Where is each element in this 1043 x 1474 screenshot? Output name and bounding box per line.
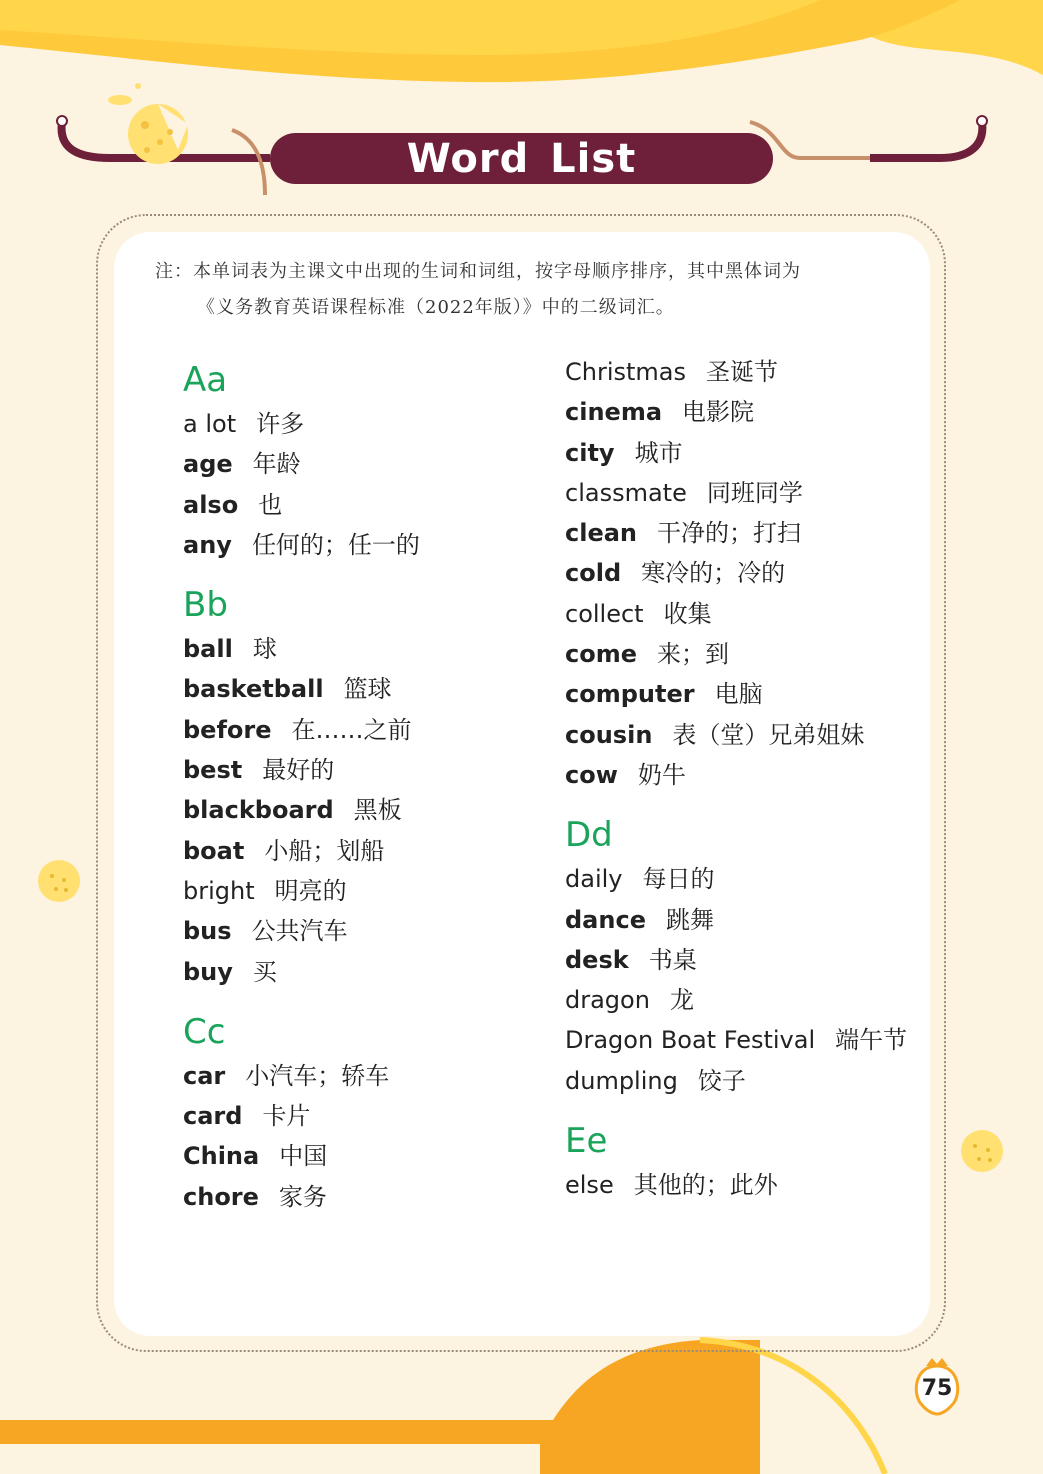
- chinese-meaning: 最好的: [262, 756, 335, 785]
- chinese-meaning: 篮球: [343, 675, 392, 704]
- title-banner: [270, 133, 773, 184]
- english-word: chore: [183, 1182, 259, 1211]
- chinese-meaning: 球: [252, 635, 277, 664]
- english-word: computer: [565, 680, 695, 709]
- english-word: buy: [183, 957, 233, 986]
- english-word: boat: [183, 836, 245, 865]
- note-line-1: 注：本单词表为主课文中出现的生词和词组，按字母顺序排序，其中黑体词为: [155, 261, 801, 282]
- word-entry: [565, 433, 925, 473]
- chinese-meaning: 同班同学: [706, 478, 803, 507]
- chinese-meaning: 年龄: [252, 450, 301, 479]
- english-word: city: [565, 438, 615, 467]
- english-word: Dragon Boat Festival: [565, 1026, 816, 1055]
- chinese-meaning: 跳舞: [665, 905, 714, 934]
- word-entry: [183, 1056, 543, 1096]
- chinese-meaning: 来；到: [657, 640, 729, 669]
- section-letter: Cc: [183, 1011, 226, 1052]
- chinese-meaning: 卡片: [262, 1102, 311, 1131]
- word-entry: [565, 859, 925, 899]
- chinese-meaning: 每日的: [642, 865, 715, 894]
- word-entry: [183, 444, 543, 484]
- word-entry: [183, 911, 543, 951]
- english-word: daily: [565, 865, 623, 894]
- cracker-left-icon: [38, 860, 80, 902]
- chinese-meaning: 饺子: [697, 1066, 746, 1095]
- page-number: 75: [921, 1375, 953, 1401]
- chinese-meaning: 其他的；此外: [633, 1171, 778, 1200]
- word-entry: [565, 473, 925, 513]
- section-letter: Bb: [183, 585, 228, 626]
- english-word: also: [183, 490, 239, 519]
- chinese-meaning: 也: [258, 490, 283, 519]
- english-word: ball: [183, 635, 233, 664]
- chinese-meaning: 在……之前: [291, 715, 412, 744]
- chinese-meaning: 许多: [256, 410, 305, 438]
- word-entry: [565, 715, 925, 755]
- english-word: cow: [565, 760, 618, 789]
- word-entry: [565, 755, 925, 795]
- english-word: age: [183, 450, 233, 479]
- chinese-meaning: 收集: [663, 599, 712, 628]
- cracker-right-icon: [961, 1130, 1003, 1172]
- word-entry: [183, 710, 543, 750]
- word-entry: [565, 1061, 925, 1101]
- chinese-meaning: 黑板: [353, 796, 402, 825]
- chinese-meaning: 公共汽车: [251, 917, 348, 946]
- section-gap: [565, 1101, 925, 1117]
- english-word: Christmas: [565, 358, 687, 386]
- section-gap: [183, 992, 543, 1008]
- chinese-meaning: 表（堂）兄弟姐妹: [672, 720, 865, 749]
- note-line-2: 《义务教育英语课程标准（2022年版）》中的二级词汇。: [197, 297, 675, 318]
- word-entry: [565, 513, 925, 553]
- word-entry: [565, 980, 925, 1020]
- word-entry: [183, 404, 543, 444]
- section-letter: Dd: [565, 815, 613, 856]
- note-text: [155, 254, 915, 326]
- word-entry: [183, 790, 543, 830]
- english-word: any: [183, 530, 232, 559]
- chinese-meaning: 明亮的: [274, 876, 347, 905]
- word-entry: [183, 669, 543, 709]
- english-word: blackboard: [183, 796, 334, 825]
- word-entry: [565, 553, 925, 593]
- english-word: cousin: [565, 720, 653, 749]
- word-entry: [565, 900, 925, 940]
- english-word: before: [183, 715, 272, 744]
- word-entry: [565, 392, 925, 432]
- chinese-meaning: 小汽车；轿车: [245, 1061, 390, 1090]
- chinese-meaning: 电脑: [714, 680, 763, 709]
- word-entry: [183, 831, 543, 871]
- word-entry: [565, 1165, 925, 1205]
- english-word: else: [565, 1171, 614, 1200]
- english-word: cinema: [565, 398, 663, 427]
- word-entry: [565, 352, 925, 392]
- chinese-meaning: 任何的；任一的: [251, 530, 420, 559]
- english-word: clean: [565, 519, 638, 548]
- english-word: basketball: [183, 675, 324, 704]
- word-entry: [183, 485, 543, 525]
- english-word: car: [183, 1061, 226, 1090]
- english-word: classmate: [565, 478, 687, 507]
- word-entry: [565, 634, 925, 674]
- cheese-icon: [108, 83, 188, 164]
- chinese-meaning: 寒冷的；冷的: [641, 559, 786, 588]
- english-word: dumpling: [565, 1066, 678, 1095]
- english-word: dragon: [565, 986, 650, 1015]
- english-word: bright: [183, 876, 255, 905]
- chinese-meaning: 小船；划船: [264, 836, 385, 865]
- english-word: bus: [183, 917, 232, 946]
- word-entry: [183, 525, 543, 565]
- word-entry: [565, 594, 925, 634]
- english-word: collect: [565, 599, 644, 628]
- word-entry: [565, 674, 925, 714]
- right-column: [565, 352, 925, 1205]
- chinese-meaning: 书桌: [648, 945, 697, 974]
- english-word: best: [183, 756, 243, 785]
- chinese-meaning: 龙: [669, 986, 694, 1015]
- english-word: dance: [565, 905, 646, 934]
- chinese-meaning: 奶牛: [637, 760, 686, 789]
- chinese-meaning: 端午节: [835, 1026, 908, 1055]
- chinese-meaning: 电影院: [682, 398, 755, 427]
- chinese-meaning: 家务: [278, 1182, 327, 1211]
- left-column: [183, 356, 543, 1217]
- section-letter: Aa: [183, 360, 228, 400]
- word-entry: [565, 940, 925, 980]
- word-entry: [183, 952, 543, 992]
- word-entry: [183, 629, 543, 669]
- section-gap: [183, 565, 543, 581]
- word-entry: [183, 871, 543, 911]
- chinese-meaning: 圣诞节: [706, 358, 779, 386]
- english-word: a lot: [183, 410, 237, 438]
- section-letter: Ee: [565, 1121, 608, 1162]
- word-entry: [183, 1177, 543, 1217]
- chinese-meaning: 中国: [279, 1142, 328, 1171]
- word-entry: [183, 1136, 543, 1176]
- english-word: cold: [565, 559, 622, 588]
- english-word: China: [183, 1142, 260, 1171]
- word-entry: [565, 1020, 925, 1060]
- chinese-meaning: 干净的；打扫: [657, 519, 802, 548]
- word-entry: [183, 1096, 543, 1136]
- chinese-meaning: 城市: [634, 438, 683, 467]
- english-word: desk: [565, 945, 629, 974]
- section-gap: [565, 795, 925, 811]
- word-entry: [183, 750, 543, 790]
- page-title: Word List: [406, 135, 637, 182]
- chinese-meaning: 买: [252, 957, 277, 986]
- english-word: come: [565, 640, 637, 669]
- english-word: card: [183, 1102, 243, 1131]
